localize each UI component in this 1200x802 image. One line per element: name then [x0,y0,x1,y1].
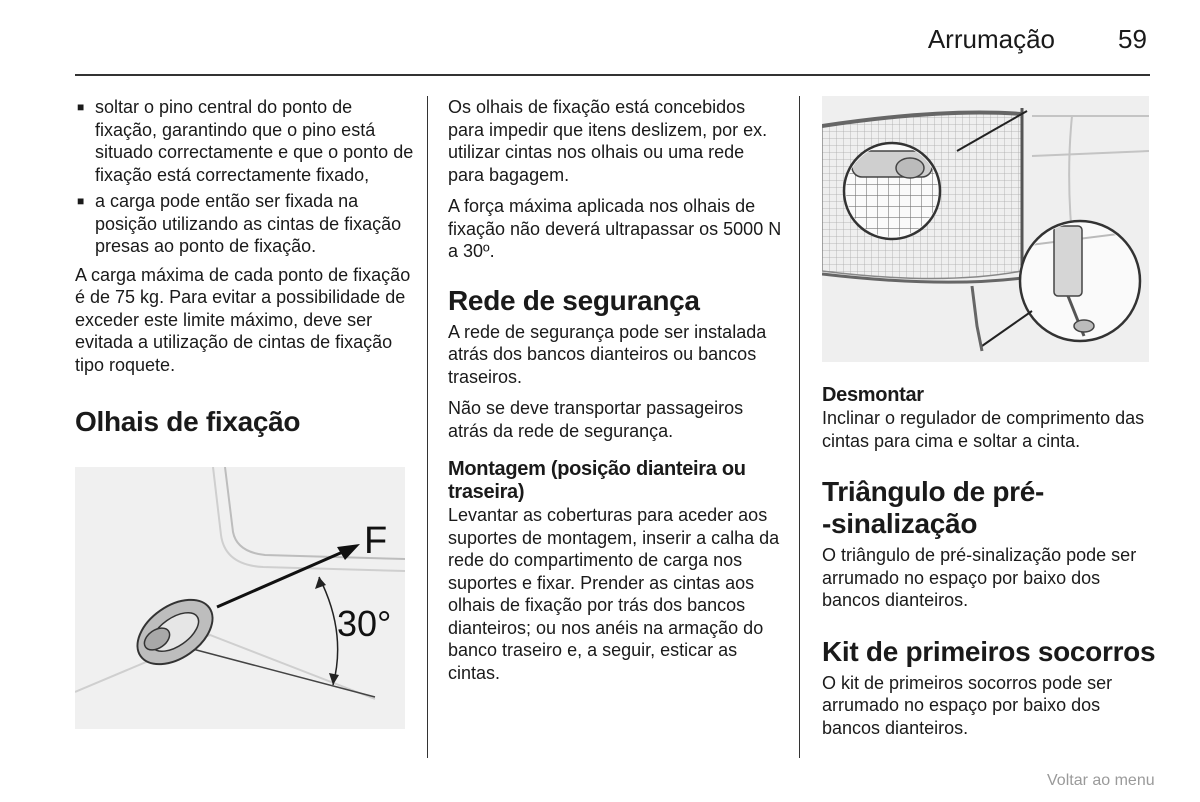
header-rule [75,74,1150,76]
column-2 [448,96,784,693]
page-number: 59 [1118,24,1147,54]
body-paragraph: A carga máxima de cada ponto de fixação é de 75 kg. Para evitar a possibilidade de exceder este limite máximo, deve ser evitada a utilização de cintas de fixação tipo roquete. [75,264,411,375]
safety-net-drawing [822,96,1149,362]
section-heading: Rede de segurança [448,284,700,316]
back-to-menu-link[interactable]: Voltar ao menu [1047,772,1155,789]
force-label: F [364,520,388,562]
lashing-eye-drawing [75,467,405,729]
body-paragraph: Não se deve transportar passageiros atrás da rede de segurança. [448,398,744,441]
bullet-item: ■ soltar o pino central do ponto de fixação, garantindo que o pino está situado correctamente e que o ponto de fixação está correctamente fixado, [75,96,415,186]
subsection-heading: Montagem (posição dianteira ou traseira) [448,458,746,503]
subsection-heading: Desmontar [822,384,924,406]
body-paragraph: Os olhais de fixação está concebidos para impedir que itens deslizem, por ex. utilizar cintas nos olhais ou uma rede para bagagem. [448,97,768,185]
column-3 [822,384,1157,748]
body-paragraph: Inclinar o regulador de comprimento das cintas para cima e soltar a cinta. [822,408,1145,451]
body-paragraph: A força máxima aplicada nos olhais de fixação não deverá ultrapassar os 5000 N a 30º. [448,196,782,261]
section-heading: Triângulo de pré- -sinalização [822,476,1045,539]
body-paragraph: Levantar as coberturas para aceder aos suportes de montagem, inserir a calha da rede do compartimento de carga nos suportes e fixar. Prender as cintas aos olhais de fixação por trás dos bancos dianteiros; ou nos anéis na armação do banco traseiro e, a seguir, esticar as cintas. [448,505,780,683]
running-header-title: Arrumação [927,24,1055,54]
angle-label: 30° [337,603,392,644]
body-paragraph: A rede de segurança pode ser instalada atrás dos bancos dianteiros ou bancos traseiros. [448,321,767,387]
section-heading: Kit de primeiros socorros [822,635,1156,667]
column-divider-1 [427,96,428,758]
section-heading: Olhais de fixação [75,406,301,437]
bullet-list [75,96,415,258]
bullet-item: ■ a carga pode então ser fixada na posição utilizando as cintas de fixação presas ao ponto de fixação. [75,190,415,258]
body-paragraph: O triângulo de pré-sinalização pode ser arrumado no espaço por baixo dos bancos dianteiros. [822,545,1137,610]
body-paragraph: O kit de primeiros socorros pode ser arrumado no espaço por baixo dos bancos dianteiros. [822,672,1113,738]
column-divider-2 [799,96,800,758]
safety-net-illustration [822,96,1149,362]
column-1 [75,96,415,442]
lashing-eye-illustration [75,467,405,729]
